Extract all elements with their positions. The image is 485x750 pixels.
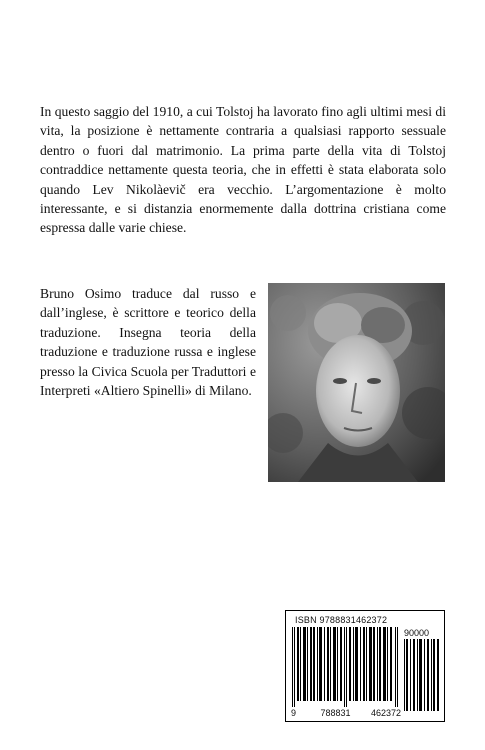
barcode-digits-left: 788831 (320, 708, 351, 718)
barcode-digits (291, 708, 401, 718)
barcode-addon-number: 90000 (404, 628, 430, 638)
isbn-barcode (285, 610, 445, 722)
back-cover-description: In questo saggio del 1910, a cui Tolstoj ha lavorato fino agli ultimi mesi di vita, la posizione è nettamente contraria a qualsiasi rapporto sessuale dentro o fuori dal matrimonio. La prima parte della vita di Tolstoj contraddice nettamente questa teoria, che in effetti è stata elaborata solo quando Lev Nikolàevič era vecchio. L’argomentazione è molto interessante, e si distanzia enormemente dalla dottrina cristiana come espressa dalle varie chiese. (40, 104, 446, 236)
isbn-label: ISBN 9788831462372 (295, 615, 388, 625)
barcode-addon-bars (404, 639, 440, 711)
barcode-main-bars (292, 627, 398, 707)
barcode-digits-right: 462372 (370, 708, 401, 718)
author-photo (268, 283, 445, 482)
author-bio: Bruno Osimo traduce dal russo e dall’inglese, è scrittore e teorico della traduzione. Insegna teoria della traduzione e traduzione russa e inglese presso la Civica Scuola per Traduttori e Interpreti «Altiero Spinelli» di Milano. (40, 286, 256, 399)
barcode-digit-first: 9 (291, 708, 297, 718)
